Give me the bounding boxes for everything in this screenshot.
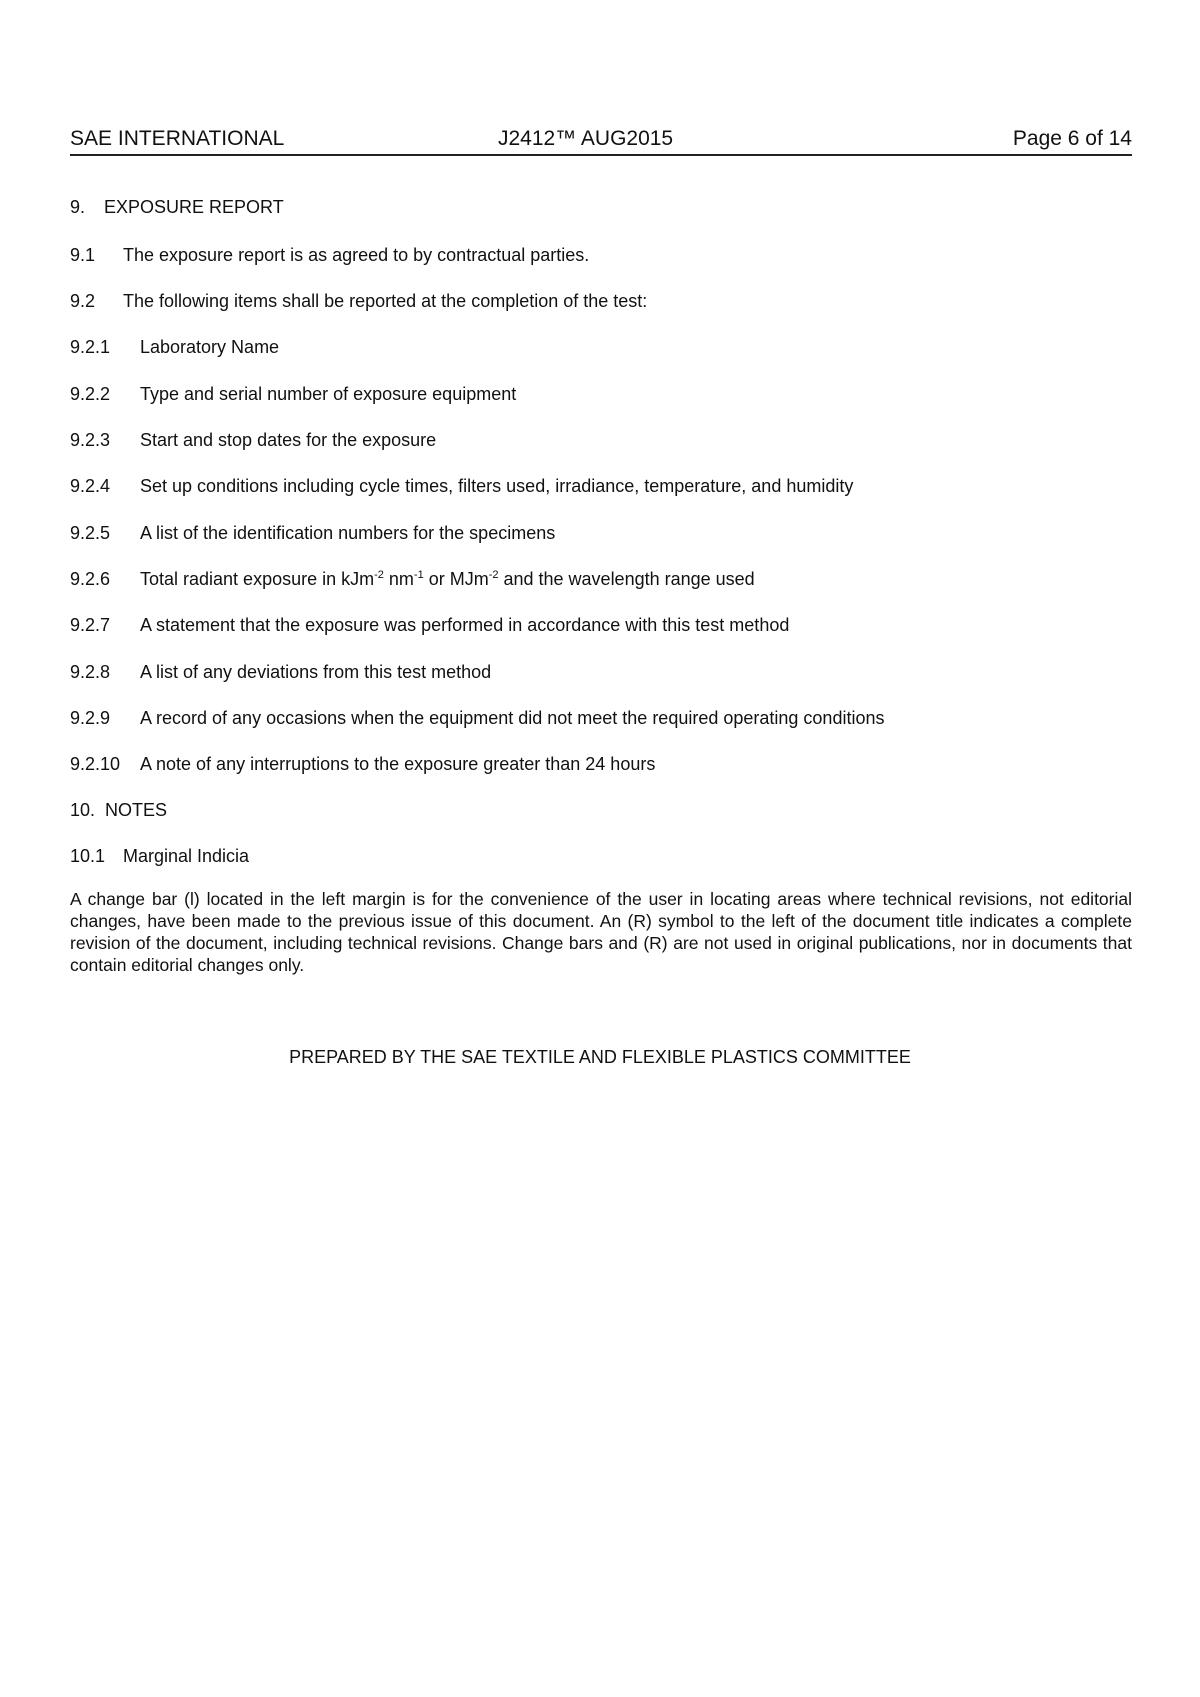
clause-9-2-10 [70, 755, 655, 773]
section-number: 10. [70, 800, 96, 820]
committee-footer: PREPARED BY THE SAE TEXTILE AND FLEXIBLE PLASTICS COMMITTEE [289, 1047, 911, 1067]
clause-number: 9.2.5 [70, 523, 111, 543]
clause-text: The exposure report is as agreed to by contractual parties. [123, 245, 590, 265]
clause-9-2 [70, 292, 647, 310]
superscript: -2 [488, 569, 499, 581]
clause-9-2-7 [70, 616, 789, 634]
clause-text: Start and stop dates for the exposure [140, 430, 437, 450]
clause-9-2-4 [70, 477, 853, 495]
clause-text-part: nm [383, 569, 414, 589]
clause-9-2-8 [70, 663, 491, 681]
clause-text: The following items shall be reported at the completion of the test: [123, 291, 648, 311]
clause-number: 9.1 [70, 245, 96, 265]
clause-text: Marginal Indicia [123, 846, 250, 866]
clause-number: 9.2 [70, 291, 96, 311]
clause-number: 9.2.1 [70, 337, 111, 357]
clause-9-2-6 [70, 570, 755, 588]
clause-9-1 [70, 246, 589, 264]
clause-text: Laboratory Name [140, 337, 280, 357]
clause-text: A note of any interruptions to the exposure greater than 24 hours [140, 754, 656, 774]
clause-number: 9.2.3 [70, 430, 111, 450]
clause-number: 9.2.6 [70, 569, 111, 589]
header-document-id: J2412™ AUG2015 [498, 127, 674, 150]
clause-text: Type and serial number of exposure equipment [140, 384, 517, 404]
clause-number: 9.2.9 [70, 708, 111, 728]
header-organization: SAE INTERNATIONAL [70, 127, 285, 150]
clause-number: 10.1 [70, 846, 106, 866]
clause-number: 9.2.10 [70, 754, 121, 774]
clause-text-part: and the wavelength range used [498, 569, 755, 589]
section-heading-9 [70, 198, 284, 216]
superscript: -2 [374, 569, 384, 581]
clause-text: A record of any occasions when the equipment did not meet the required operating conditions [140, 708, 885, 728]
clause-9-2-3 [70, 431, 436, 449]
clause-9-2-1 [70, 338, 279, 356]
header-page-number: Page 6 of 14 [1012, 127, 1132, 150]
clause-9-2-9 [70, 709, 884, 727]
section-number: 9. [70, 197, 86, 217]
header-rule [70, 154, 1132, 156]
clause-text-part: Total radiant exposure in kJm [140, 569, 375, 589]
clause-number: 9.2.7 [70, 615, 111, 635]
clause-text: A list of the identification numbers for the specimens [140, 523, 556, 543]
section-title: EXPOSURE REPORT [104, 197, 284, 217]
section-title: NOTES [105, 800, 168, 820]
clause-10-1 [70, 847, 249, 865]
clause-text: Set up conditions including cycle times, filters used, irradiance, temperature, and humidity [140, 476, 854, 496]
clause-9-2-2 [70, 385, 516, 403]
clause-text-part: or MJm [423, 569, 489, 589]
clause-number: 9.2.2 [70, 384, 111, 404]
clause-text: A list of any deviations from this test method [140, 662, 492, 682]
clause-text: A statement that the exposure was performed in accordance with this test method [140, 615, 790, 635]
clause-number: 9.2.8 [70, 662, 111, 682]
superscript: -1 [413, 569, 424, 581]
marginal-indicia-paragraph: A change bar (l) located in the left margin is for the convenience of the user in locating areas where technical revisions, not editorial changes, have been made to the previous issue of this document. An (R) symbol to the left of the document title indicates a complete revision of the document, including technical revisions. Change bars and (R) are not used in original publications, nor in documents that contain editorial changes only. [70, 889, 1132, 975]
clause-number: 9.2.4 [70, 476, 111, 496]
clause-9-2-5 [70, 524, 555, 542]
section-heading-10 [70, 801, 167, 819]
